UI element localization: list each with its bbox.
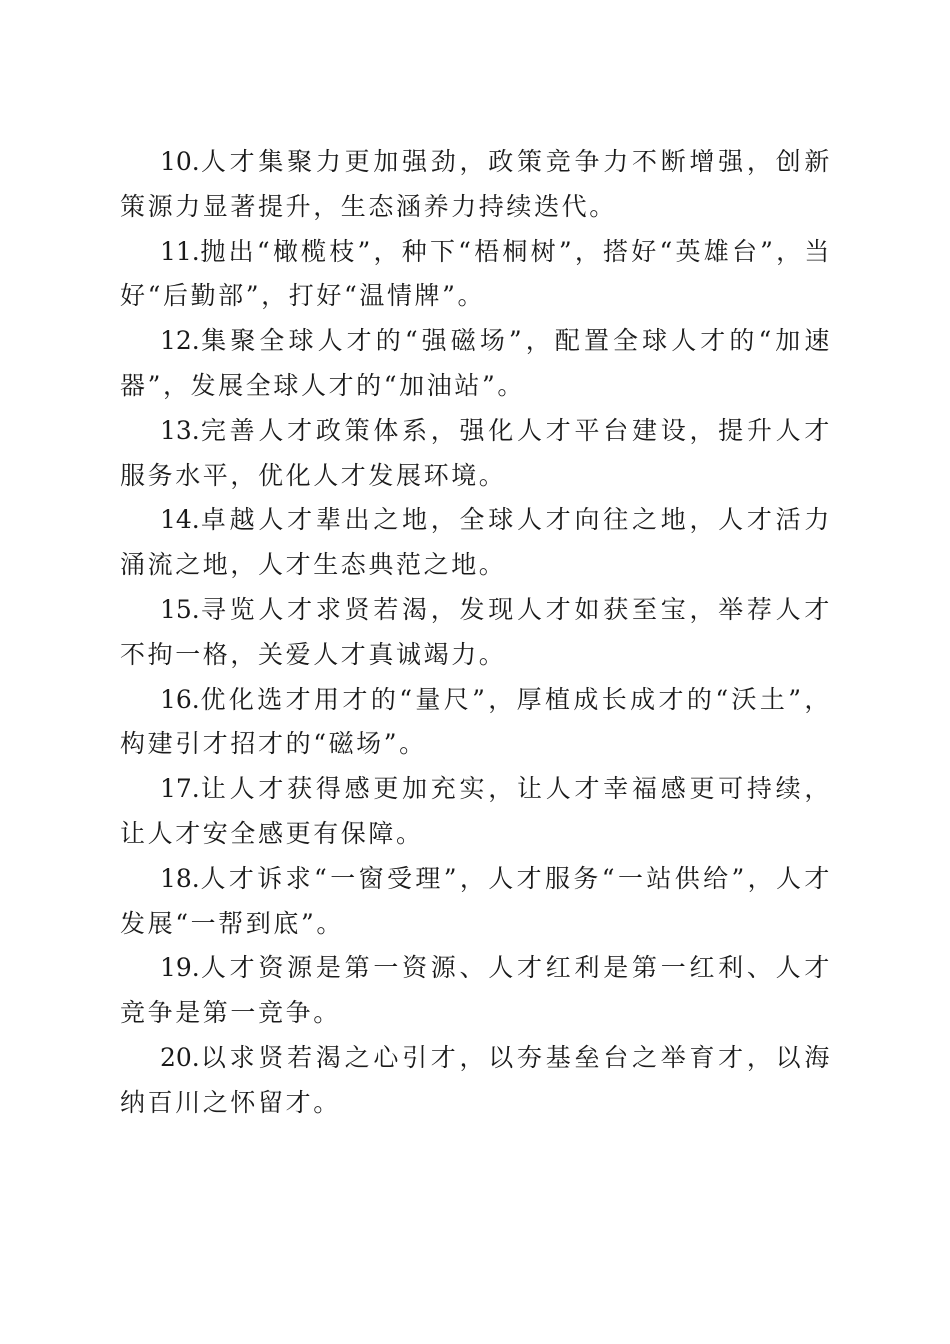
paragraph-text: 优化选才用才的“量尺”，厚植成长成才的“沃土”，构建引才招才的“磁场”。 [120,684,832,759]
paragraph-text: 人才诉求“一窗受理”，人才服务“一站供给”，人才发展“一帮到底”。 [120,863,832,938]
paragraph-16 [120,678,832,768]
paragraph-number: 18. [160,863,200,893]
paragraph-text: 抛出“橄榄枝”，种下“梧桐树”，搭好“英雄台”，当好“后勤部”，打好“温情牌”。 [120,236,832,311]
paragraph-18 [120,857,832,947]
paragraph-14 [120,498,832,588]
paragraph-11 [120,230,832,320]
paragraph-number: 19. [160,953,200,983]
paragraph-text: 集聚全球人才的“强磁场”，配置全球人才的“加速器”，发展全球人才的“加油站”。 [120,326,832,400]
paragraph-number: 15. [160,594,200,624]
paragraph-19 [120,946,832,1036]
paragraph-number: 17. [160,774,200,804]
paragraph-number: 11. [160,236,200,266]
paragraph-13 [120,409,832,499]
paragraph-text: 以求贤若渴之心引才，以夯基垒台之举育才，以海纳百川之怀留才。 [120,1042,832,1117]
paragraph-text: 卓越人才辈出之地，全球人才向往之地，人才活力涌流之地，人才生态典范之地。 [120,505,832,580]
paragraph-text: 人才资源是第一资源、人才红利是第一红利、人才竞争是第一竞争。 [120,953,832,1028]
paragraph-number: 12. [160,326,200,356]
paragraph-text: 寻览人才求贤若渴，发现人才如获至宝，举荐人才不拘一格，关爱人才真诚竭力。 [120,594,832,669]
paragraph-10 [120,140,832,230]
document-body [120,140,832,1126]
paragraph-number: 13. [160,415,200,445]
paragraph-number: 16. [160,684,200,714]
paragraph-text: 让人才获得感更加充实，让人才幸福感更可持续，让人才安全感更有保障。 [120,774,832,848]
paragraph-12 [120,319,832,409]
paragraph-text: 完善人才政策体系，强化人才平台建设，提升人才服务水平，优化人才发展环境。 [120,415,832,490]
paragraph-15 [120,588,832,678]
paragraph-text: 人才集聚力更加强劲，政策竞争力不断增强，创新策源力显著提升，生态涵养力持续迭代。 [120,147,832,221]
paragraph-number: 10. [160,147,200,176]
paragraph-number: 20. [160,1042,200,1072]
paragraph-20 [120,1036,832,1126]
paragraph-number: 14. [160,505,200,535]
paragraph-17 [120,767,832,857]
